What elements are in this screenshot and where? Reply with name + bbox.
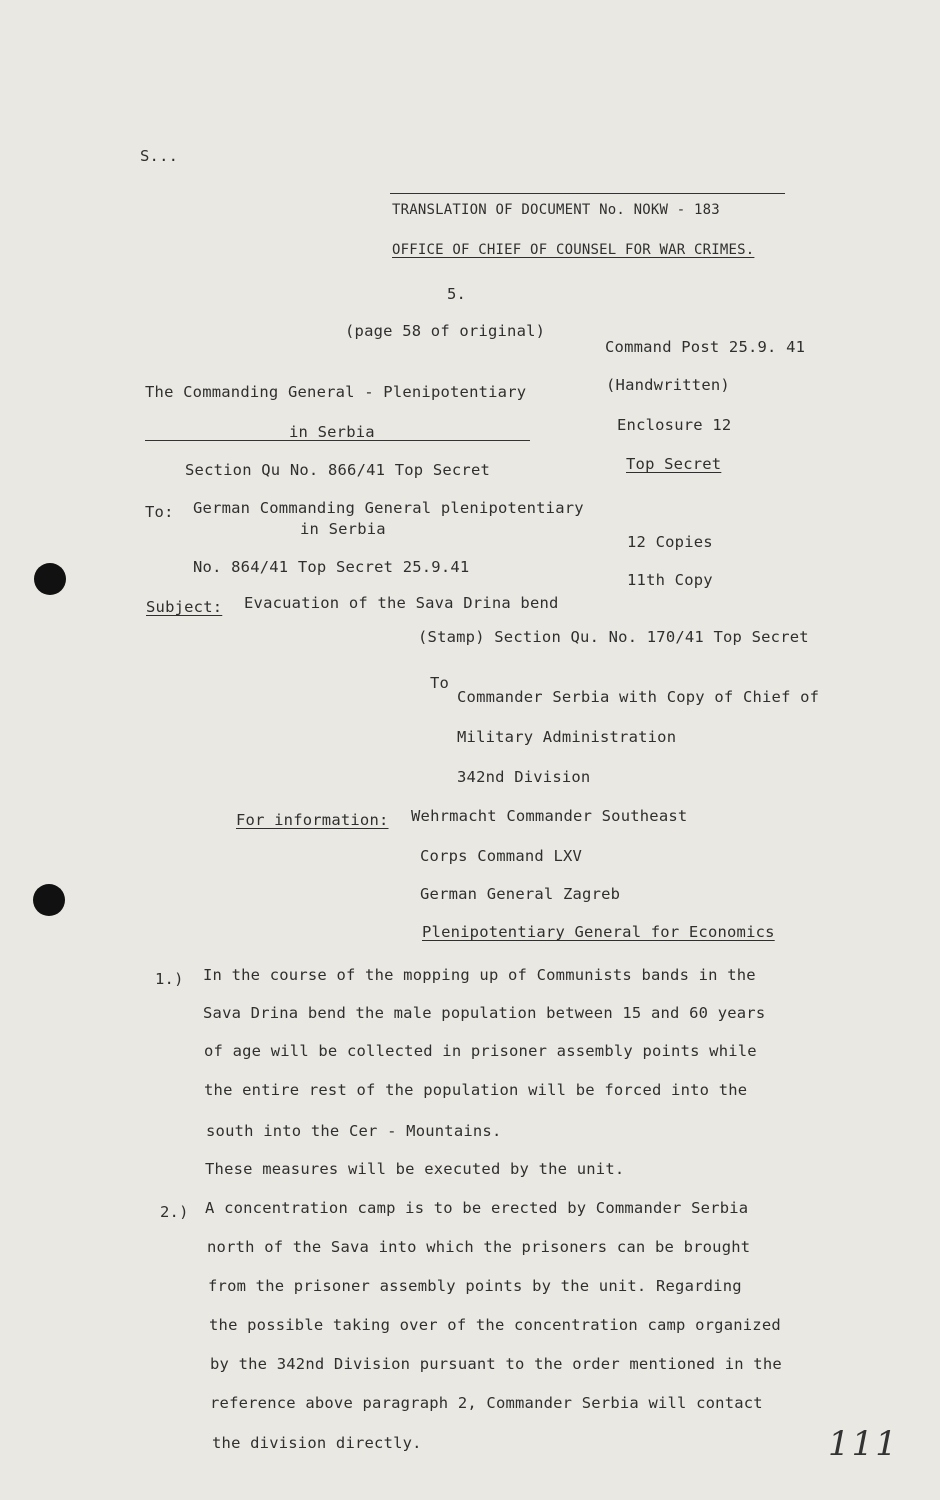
page-number: 5. bbox=[447, 285, 467, 303]
punch-hole-top bbox=[34, 563, 66, 595]
information-label: For information: bbox=[236, 811, 389, 829]
paragraph-2-line: from the prisoner assembly points by the unit. Regarding bbox=[208, 1277, 742, 1295]
punch-hole-bottom bbox=[33, 884, 65, 916]
paragraph-1-number: 1.) bbox=[155, 970, 184, 988]
information-recipient: Wehrmacht Commander Southeast bbox=[411, 807, 688, 825]
to-line-2: in Serbia bbox=[300, 520, 386, 538]
enclosure: Enclosure 12 bbox=[617, 416, 732, 434]
sender-rule bbox=[145, 440, 530, 441]
paragraph-2-number: 2.) bbox=[160, 1203, 189, 1221]
stamp-recipient: Military Administration bbox=[457, 728, 677, 746]
subject-label: Subject: bbox=[146, 598, 223, 616]
sender-title: The Commanding General - Plenipotentiary bbox=[145, 383, 527, 401]
to-line-1: German Commanding General plenipotentiary bbox=[193, 499, 584, 517]
paragraph-2-line: reference above paragraph 2, Commander Serbia will contact bbox=[210, 1394, 763, 1412]
paragraph-1-line: of age will be collected in prisoner assembly points while bbox=[204, 1042, 757, 1060]
stamp-recipient: Commander Serbia with Copy of Chief of bbox=[457, 688, 820, 706]
copies-count: 12 Copies bbox=[627, 533, 713, 551]
reference-number: No. 864/41 Top Secret 25.9.41 bbox=[193, 558, 470, 576]
paragraph-1-line: south into the Cer - Mountains. bbox=[206, 1122, 502, 1140]
paragraph-1-line: These measures will be executed by the unit. bbox=[205, 1160, 625, 1178]
sender-location: in Serbia bbox=[289, 423, 375, 441]
sender-section: Section Qu No. 866/41 Top Secret bbox=[185, 461, 491, 479]
classification: Top Secret bbox=[626, 455, 722, 473]
page-of-original: (page 58 of original) bbox=[345, 322, 546, 340]
paragraph-2-line: A concentration camp is to be erected by Commander Serbia bbox=[205, 1199, 749, 1217]
stamp-line: (Stamp) Section Qu. No. 170/41 Top Secret bbox=[418, 628, 809, 646]
paragraph-1-line: In the course of the mopping up of Communists bands in the bbox=[203, 966, 756, 984]
information-recipient: Corps Command LXV bbox=[420, 847, 583, 865]
handwritten-folio-number: 111 bbox=[828, 1424, 899, 1464]
handwritten-note: (Handwritten) bbox=[606, 376, 730, 394]
paragraph-1-line: Sava Drina bend the male population between 15 and 60 years bbox=[203, 1004, 766, 1022]
paragraph-2-line: by the 342nd Division pursuant to the order mentioned in the bbox=[210, 1355, 782, 1373]
subject-text: Evacuation of the Sava Drina bend bbox=[244, 594, 559, 612]
corner-mark: S... bbox=[140, 147, 179, 165]
paragraph-2-line: north of the Sava into which the prisoners can be brought bbox=[207, 1238, 751, 1256]
office-line: OFFICE OF CHIEF OF COUNSEL FOR WAR CRIMES. bbox=[392, 242, 755, 258]
information-recipient: Plenipotentiary General for Economics bbox=[422, 923, 775, 941]
paragraph-2-line: the possible taking over of the concentration camp organized bbox=[209, 1316, 781, 1334]
stamp-to: To bbox=[430, 674, 450, 692]
to-label: To: bbox=[145, 503, 174, 521]
translation-line: TRANSLATION OF DOCUMENT No. NOKW - 183 bbox=[392, 202, 720, 218]
paragraph-2-line: the division directly. bbox=[212, 1434, 422, 1452]
information-recipient: German General Zagreb bbox=[420, 885, 621, 903]
stamp-recipient: 342nd Division bbox=[457, 768, 591, 786]
paragraph-1-line: the entire rest of the population will be forced into the bbox=[204, 1081, 748, 1099]
header-rule bbox=[390, 193, 785, 194]
command-post: Command Post 25.9. 41 bbox=[605, 338, 806, 356]
copy-number: 11th Copy bbox=[627, 571, 713, 589]
